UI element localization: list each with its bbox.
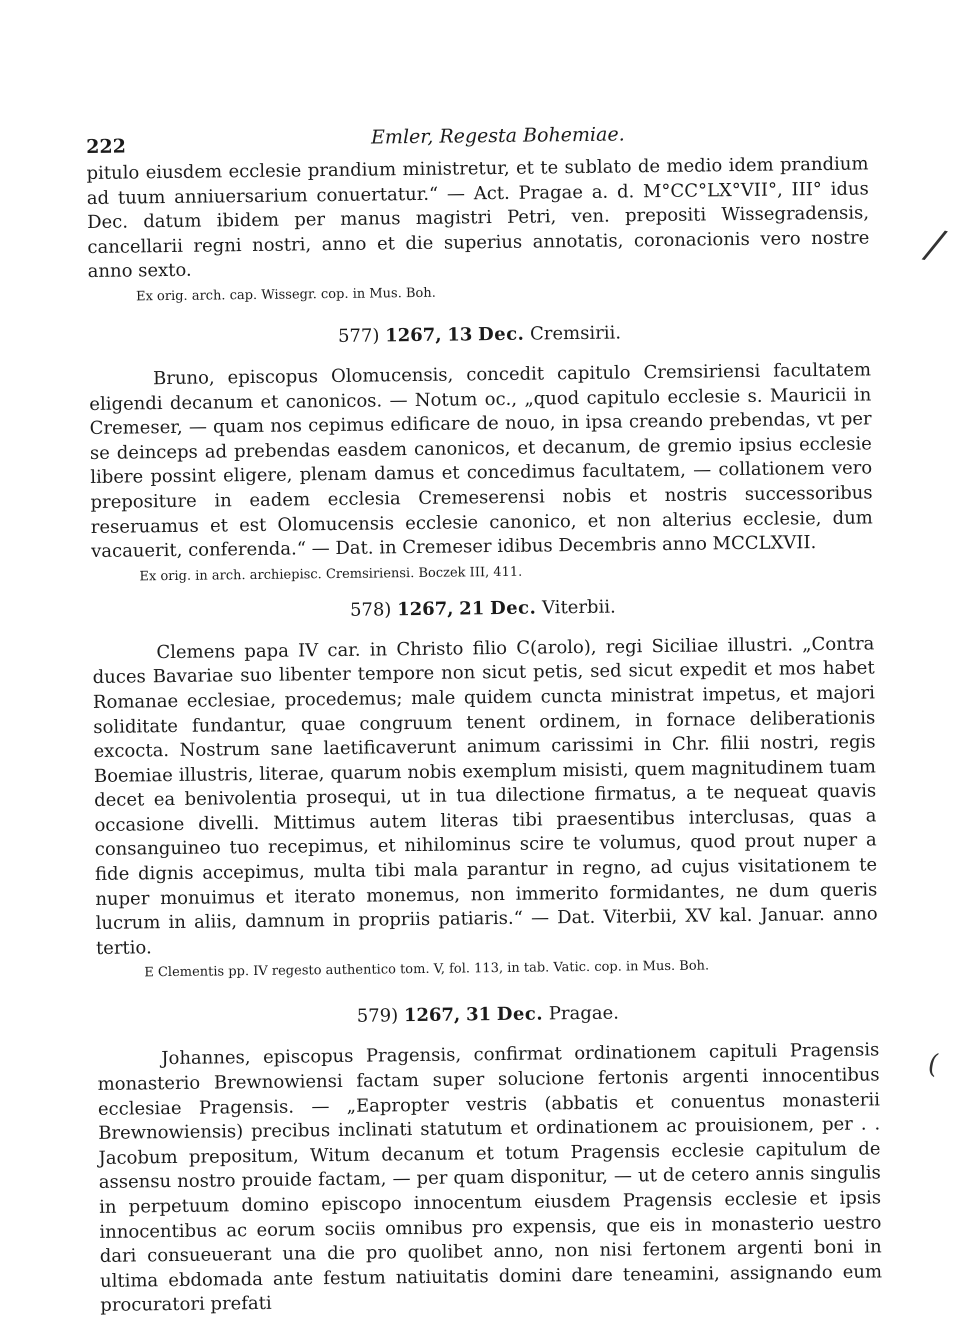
entry-place: Pragae. — [548, 1002, 620, 1025]
entry-place: Cremsirii. — [529, 322, 622, 345]
entry-year: 1267, — [385, 324, 442, 347]
entry-year: 1267, — [403, 1004, 461, 1027]
entry-578-heading — [92, 593, 874, 624]
entry-place: Viterbii. — [541, 596, 616, 619]
entry-year: 1267, — [397, 598, 454, 620]
entry-month: Dec. — [477, 323, 525, 346]
entry-month: Dec. — [496, 1003, 544, 1026]
continuation-text: pitulo eiusdem ecclesie prandium ministretur, et te sublato de medio idem prandium ad tuum anniuersarium conuertatur.“ — Act. Pragae a. d. M°CC°LX°VII°, III° idus Dec. datum ibidem per manus magistri Petri, ven. prepositi Wissegradensis, cancellarii regni nostri, anno et die superius annotatis, coronacionis vero nostre anno sexto. — [86, 153, 870, 283]
entry-577-source: Ex orig. in arch. archiepisc. Cremsiriensi. Boczek III, 411. — [139, 564, 523, 585]
running-title: Emler, Regesta Bohemiae. — [370, 123, 625, 149]
entry-579-text: Johannes, episcopus Pragensis, confirmat ordinationem capituli Pragensis monasterio Brewnowiensi factam super solucione fertonis argenti innocentibus ecclesiae Pragensis. — „Eapropter vestris (abbatis et conuentus monasterii Brewnowiensis) precibus inclinati statutum et ordinationem ac prouisionem, per . . Jacobum prepositum, Witum decanum et totum Pragensis ecclesie capitulum de assensu nostro prouide factam, — per quam disponitur, — ut de cetero annis singulis in perpetuum domino episcopo innocentum eiusdem Pragensis ecclesie et ipsis innocentibus ac eorum sociis omnibus pro expensis, que eis in monasterio uestro dari consueuerant una die pro quolibet anno, non nisi fertonem argenti boni in ultima ebdomada ante festum natiuitatis domini dare teneamini, assignando eum procuratori prefati — [97, 1039, 883, 1317]
page — [86, 120, 882, 1318]
margin-pencil-mark-top: / — [923, 221, 947, 269]
margin-pencil-mark-bottom: ( — [928, 1050, 939, 1080]
entry-day: 13 — [447, 324, 473, 346]
entry-number: 577) — [337, 325, 380, 347]
entry-578-text: Clemens papa IV car. in Christo filio C(arolo), regi Siciliae illustri. „Contra duces Bavariae suo libenter tempore non sicut petis, sed sicut expedit et mos habet Romanae ecclesiae, procedemus; male quidem cuncta ministrat impetus, et majori soliditate fundantur, quae congruum tenent ordinem, in fornace deliberationis excocta. Nostrum sane laetificaverunt animum carissimi in Chr. filii nostri, regis Boemiae illustris, literae, quarum nobis exemplum misisti, quem magnitudinem tuam decet ea benivolentia prosequi, ut in tua dilectione firmatus, a te nequeat quavis occasione divelli. Mittimus autem literas tibi praesentibus interclusas, quas a consanguineo tuo recepimus, et nihilominus scire te volumus, quod prout nuper a fide dignis accepimus, multa tibi mala parantur in regno, ad cujus visitationem te nuper monuimus et iterato monemus, non immerito formidantes, ne dum queris lucrum in aliis, damnum in propriis patiaris.“ — Dat. Viterbii, XV kal. Januar. anno tertio. — [92, 633, 878, 959]
entry-579-heading — [97, 1000, 879, 1031]
entry-number: 578) — [349, 599, 392, 621]
entry-month: Dec. — [489, 597, 537, 619]
entry-day: 21 — [459, 597, 485, 620]
continuation-source: Ex orig. arch. cap. Wissegr. cop. in Mus. Boh. — [135, 285, 436, 305]
entry-577-heading — [88, 319, 870, 350]
entry-577-text: Bruno, episcopus Olomucensis, concedit capitulo Cremsiriensi facultatem eligendi decanum et canonicos. — Notum oc., „quod capitulo ecclesie s. Mauricii in Cremeser, — quam nos cepimus edificare de nouo, in ipsa creando prebendas, vt per se deinceps ad prebendas easdem canonicos, et decanum, de gremio ipsius ecclesie libere possint eligere, plenam damus et concedimus facultatem, — collationem vero prepositure in eadem ecclesia Cremeserensi nobis et nostris successoribus reseruamus et est Olomucensis ecclesie canonico, et non alterius ecclesie, dum vacauerit, conferenda.“ — Dat. in Cremeser idibus Decembris anno MCCLXVII. — [89, 359, 873, 563]
entry-day: 31 — [465, 1004, 492, 1026]
page-number: 222 — [86, 135, 127, 158]
entry-number: 579) — [356, 1005, 399, 1028]
entry-578-source: E Clementis pp. IV regesto authentico tom. V, fol. 113, in tab. Vatic. cop. in Mus. Boh. — [144, 958, 710, 981]
